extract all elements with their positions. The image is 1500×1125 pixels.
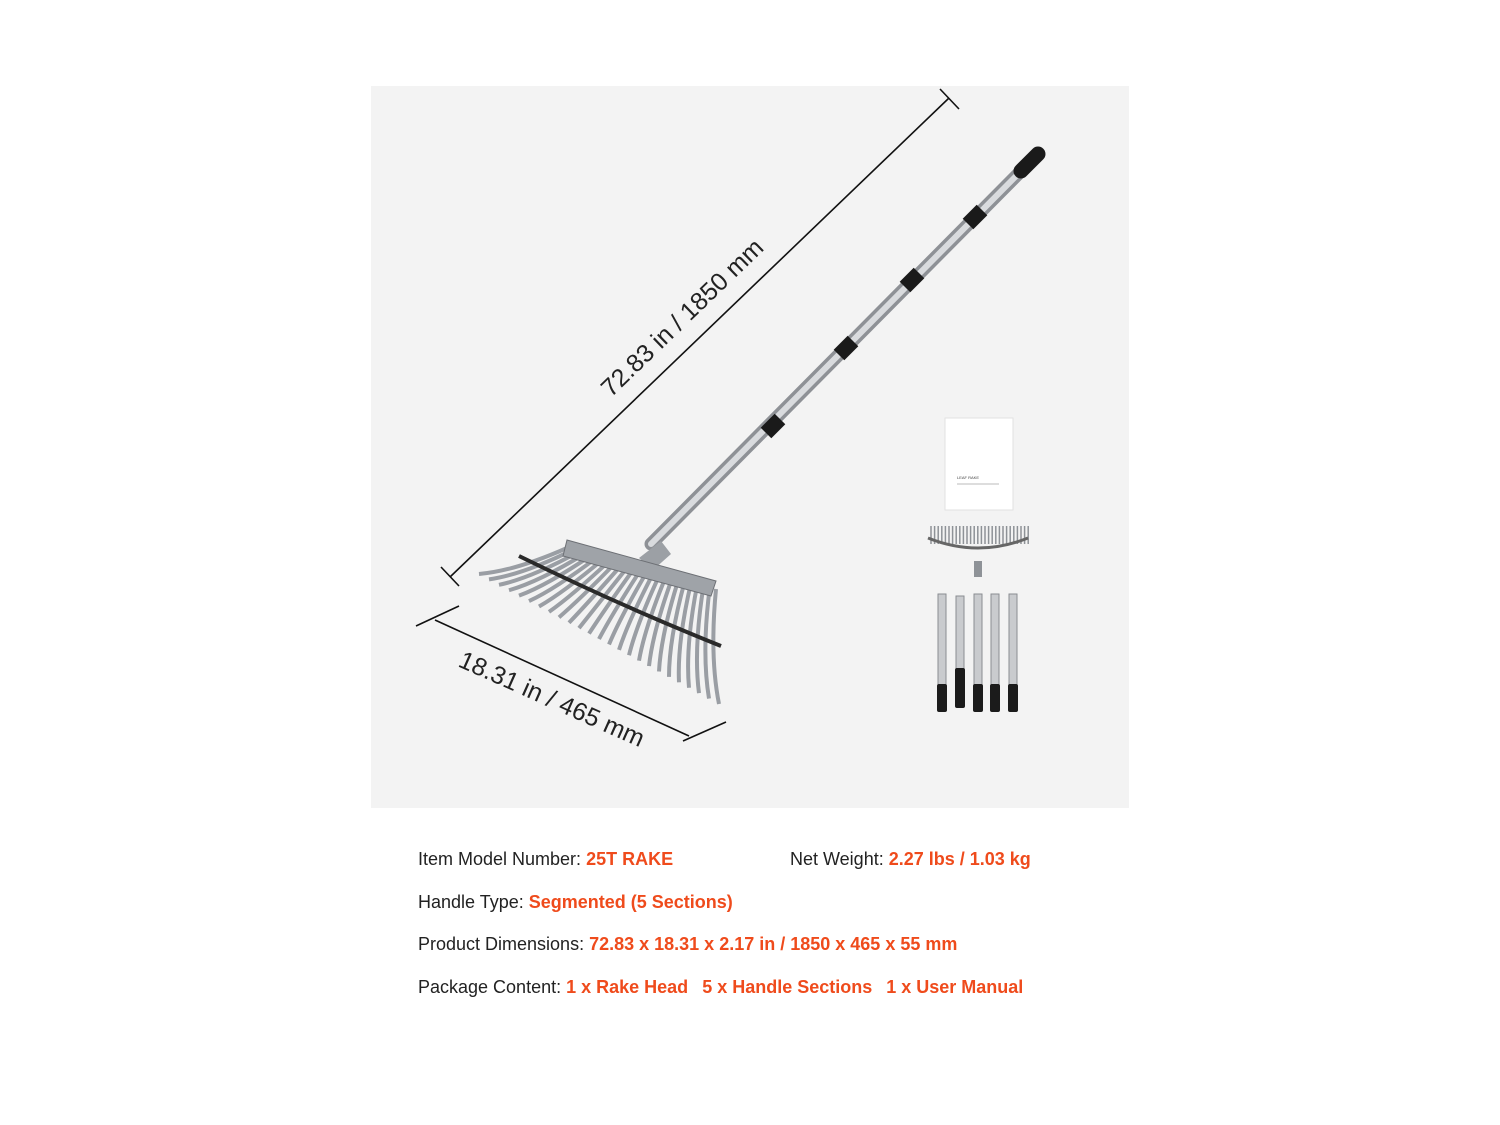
spec-dimensions-value: 72.83 x 18.31 x 2.17 in / 1850 x 465 x 55 mm <box>589 934 958 954</box>
spec-weight-value: 2.27 lbs / 1.03 kg <box>888 849 1031 869</box>
product-photo <box>371 86 1129 808</box>
spec-weight <box>790 849 1031 870</box>
spec-handle-label: Handle Type: <box>418 892 529 912</box>
product-card <box>371 86 1129 1039</box>
package-item: 1 x Rake Head <box>566 977 689 997</box>
spec-dimensions-label: Product Dimensions: <box>418 934 590 954</box>
user-manual-icon <box>945 418 1013 510</box>
length-dimension-line <box>441 89 959 586</box>
small-rake-head-icon <box>928 526 1028 577</box>
spec-handle-value: Segmented (5 Sections) <box>528 892 733 912</box>
spec-model-label: Item Model Number: <box>418 849 587 869</box>
spec-package <box>418 977 1023 998</box>
spec-package-label: Package Content: <box>418 977 567 997</box>
handle-sections-icon <box>937 594 1018 712</box>
package-item: 5 x Handle Sections <box>702 977 873 997</box>
width-label: 18.31 in / 465 mm <box>454 645 649 753</box>
rake-illustration <box>371 86 1129 808</box>
spec-model <box>418 849 673 870</box>
length-label: 72.83 in / 1850 mm <box>595 233 770 403</box>
manual-cover-text: LEAF RAKE <box>957 475 980 480</box>
spec-handle <box>418 892 733 913</box>
package-item: 1 x User Manual <box>886 977 1024 997</box>
spec-model-value: 25T RAKE <box>586 849 674 869</box>
spec-weight-label: Net Weight: <box>790 849 889 869</box>
spec-dimensions <box>418 934 957 955</box>
specifications <box>371 808 1129 1039</box>
